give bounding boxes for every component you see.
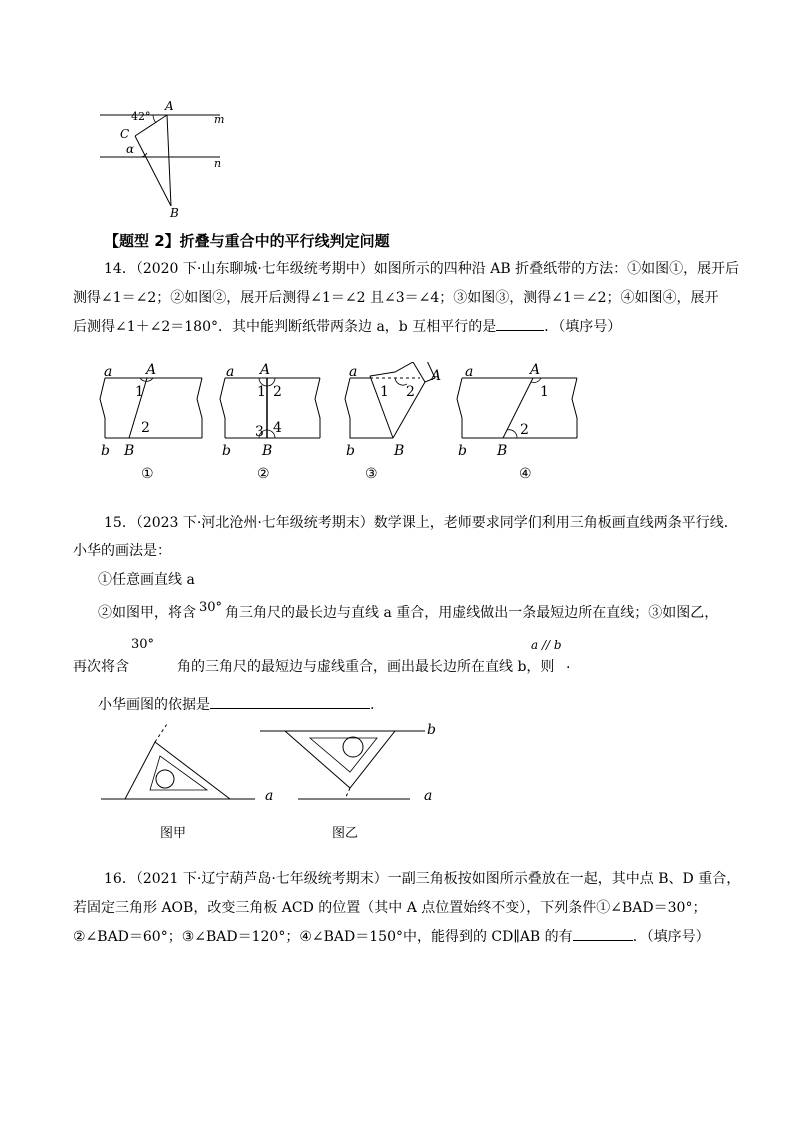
label-C: C	[120, 127, 130, 141]
fig3-angle-2: 2	[406, 384, 415, 400]
fig1-angle-1: 1	[135, 384, 144, 400]
fold-figure-3	[345, 362, 435, 438]
q14-line2: 测得∠1＝∠2；②如图②，展开后测得∠1＝∠2 且∠3＝∠4；③如图③，测得∠1＝∠2；④如图④，展开	[73, 290, 719, 306]
fig4-label-b: b	[458, 443, 467, 459]
fig2-angle-4: 4	[273, 420, 282, 436]
q15-line1: 15．（2023 下·河北沧州·七年级统考期末）数学课上，老师要求同学们利用三角板画直线两条平行线．	[104, 515, 738, 531]
fig2-label-a: a	[226, 364, 235, 380]
fig1-label-B: B	[124, 443, 135, 459]
q15-line6: 小华画图的依据是 .	[98, 694, 374, 716]
caption-2: ②	[257, 466, 270, 482]
q14-line1: 14．（2020 下·山东聊城·七年级统考期中）如图所示的四种沿 AB 折叠纸带的方法：①如图①，展开后	[104, 261, 740, 277]
fig3-label-B: B	[394, 443, 405, 459]
fold-figure-1	[100, 378, 202, 438]
fig2-label-b: b	[222, 443, 231, 459]
fig2-angle-1: 1	[257, 384, 266, 400]
q15-parallel: a // b	[531, 638, 562, 652]
caption-1: ①	[141, 466, 154, 482]
caption-jia: 图甲	[160, 826, 187, 841]
answer-blank	[210, 694, 370, 709]
fig2-label-A: A	[260, 362, 271, 378]
fig1-angle-2: 2	[141, 420, 150, 436]
q14-line3: 后测得∠1＋∠2＝180°．其中能判断纸带两条边 a，b 互相平行的是 ．（填序号）	[73, 316, 621, 338]
fold-figure-4	[457, 378, 577, 438]
fig1-label-b: b	[101, 443, 110, 459]
fig2-label-B: B	[262, 443, 273, 459]
segment-CB	[135, 136, 171, 206]
q15-line3: ①任意画直线 a	[98, 572, 195, 588]
q15-fig-label-a2: a	[424, 788, 433, 804]
fig4-label-A: A	[530, 362, 541, 378]
fig3-label-A: A	[431, 368, 442, 384]
label-alpha: α	[126, 142, 135, 156]
label-A: A	[165, 99, 174, 113]
fig3-angle-1: 1	[380, 384, 389, 400]
q15-deg30-b: 30°	[131, 637, 155, 652]
q16-line1: 16．（2021 下·辽宁葫芦岛·七年级统考期末）一副三角板按如图所示叠放在一起，其中点 B、D 重合，	[104, 871, 741, 887]
q15-line5: 再次将含 角的三角尺的最短边与虚线重合，画出最长边所在直线 b，则	[73, 659, 555, 675]
label-m: m	[214, 113, 225, 126]
segment-AB	[167, 115, 171, 206]
fig4-label-a: a	[465, 364, 474, 380]
fig4-angle-1: 1	[540, 384, 549, 400]
q15-fig-label-b: b	[427, 722, 436, 738]
fig4-label-B: B	[497, 443, 508, 459]
q16-line2: 若固定三角形 AOB，改变三角板 ACD 的位置（其中 A 点位置始终不变），下列条件①∠BAD＝30°；	[73, 900, 707, 916]
fig1-label-A: A	[146, 362, 157, 378]
fig1-label-a: a	[104, 364, 113, 380]
caption-3: ③	[365, 466, 378, 482]
fig3-label-a: a	[349, 364, 358, 380]
fold-figure-2	[220, 378, 320, 438]
q15-period: .	[566, 656, 571, 672]
figure-yi	[260, 731, 425, 799]
fig3-label-b: b	[346, 443, 355, 459]
q15-line4: ②如图甲，将含 30° 角三角尺的最长边与直线 a 重合，用虚线做出一条最短边所在直线；③如图乙，	[98, 600, 719, 621]
answer-blank	[573, 926, 633, 941]
section-heading: 【题型 2】折叠与重合中的平行线判定问题	[104, 232, 390, 250]
answer-blank	[496, 316, 544, 331]
fig2-angle-2: 2	[273, 384, 282, 400]
fig2-angle-3: 3	[255, 424, 264, 440]
fig4-angle-2: 2	[520, 422, 529, 438]
caption-4: ④	[519, 466, 532, 482]
label-n: n	[214, 157, 222, 170]
figure-jia	[101, 724, 255, 799]
angle-arc	[153, 115, 156, 123]
q15-fig-label-a: a	[265, 788, 274, 804]
q15-line2: 小华的画法是：	[73, 543, 171, 559]
q15-figures	[95, 722, 455, 817]
q16-line3: ②∠BAD＝60°；③∠BAD＝120°；④∠BAD＝150°中，能得到的 CD∥AB 的有 ．（填序号）	[73, 926, 710, 948]
caption-yi: 图乙	[332, 826, 359, 841]
label-B: B	[170, 206, 179, 220]
angle-label: 42°	[131, 110, 151, 123]
